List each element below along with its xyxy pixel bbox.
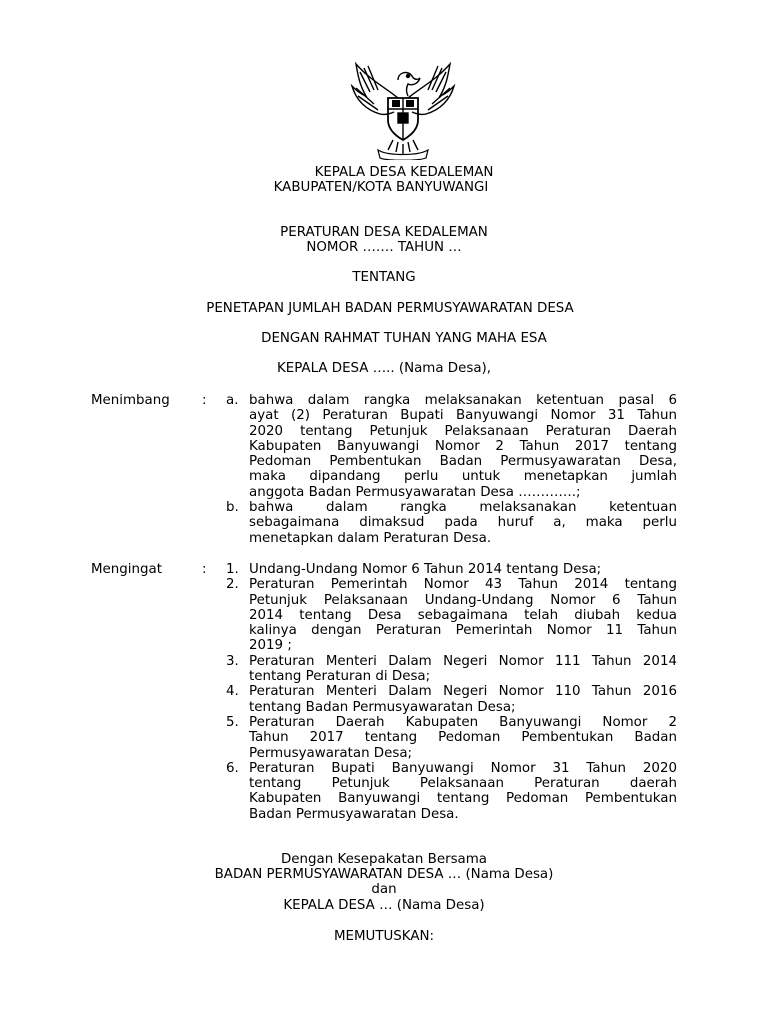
mengingat-item-text bbox=[249, 577, 677, 653]
mengingat-item-text bbox=[249, 684, 677, 715]
bpd-line: BADAN PERMUSYAWARATAN DESA … (Nama Desa) bbox=[214, 867, 554, 882]
mengingat-item-marker: 4. bbox=[226, 684, 239, 700]
menimbang-item-line: 2020 tentang Petunjuk Pelaksanaan Peraturan Daerah bbox=[249, 423, 677, 439]
mengingat-item-line: Petunjuk Pelaksanaan Undang-Undang Nomor 6 Tahun bbox=[249, 592, 677, 608]
mengingat-item-line: Peraturan Pemerintah Nomor 43 Tahun 2014 tentang bbox=[249, 577, 677, 593]
mengingat-item-line: Peraturan Daerah Kabupaten Banyuwangi Nomor 2 bbox=[249, 715, 677, 730]
mengingat-item-marker: 3. bbox=[226, 653, 239, 669]
mengingat-item-text bbox=[249, 761, 677, 822]
menimbang-item-line: Pedoman Pembentukan Badan Permusyawaratan Desa, bbox=[249, 454, 677, 470]
office-line-2: KABUPATEN/KOTA BANYUWANGI bbox=[273, 180, 489, 195]
mengingat-item-text bbox=[249, 654, 677, 685]
agreement-line: Dengan Kesepakatan Bersama bbox=[280, 852, 488, 867]
mengingat-item-line: 2019 ; bbox=[249, 638, 292, 654]
document-title: PERATURAN DESA KEDALEMAN bbox=[280, 225, 488, 240]
mengingat-item-line: kalinya dengan Peraturan Pemerintah Nomor 11 Tahun bbox=[249, 623, 677, 639]
menimbang-item-line: menetapkan dalam Peraturan Desa. bbox=[249, 530, 492, 546]
mengingat-item-text bbox=[249, 715, 677, 761]
mengingat-item-text bbox=[249, 562, 677, 577]
menimbang-item-line: maka dipandang perlu untuk menetapkan jumlah bbox=[249, 469, 677, 485]
mengingat-item-marker: 5. bbox=[226, 715, 239, 730]
mengingat-label: Mengingat bbox=[91, 562, 162, 577]
menimbang-item-marker: a. bbox=[226, 393, 239, 408]
mengingat-item-line: Kabupaten Banyuwangi tentang Pedoman Pembentukan bbox=[249, 791, 677, 807]
menimbang-item-line: bahwa dalam rangka melaksanakan ketentuan pasal 6 bbox=[249, 393, 677, 408]
issuer-line: KEPALA DESA ….. (Nama Desa), bbox=[276, 361, 492, 376]
menimbang-item-line: bahwa dalam rangka melaksanakan ketentuan bbox=[249, 500, 677, 516]
garuda-pancasila-emblem bbox=[348, 58, 458, 160]
mengingat-item-marker: 1. bbox=[226, 562, 239, 577]
mengingat-item-line: tentang Petunjuk Pelaksanaan Peraturan daerah bbox=[249, 776, 677, 792]
mengingat-item-line: Permusyawaratan Desa; bbox=[249, 745, 413, 761]
mengingat-item-line: Peraturan Menteri Dalam Negeri Nomor 111 Tahun 2014 bbox=[249, 653, 677, 669]
mengingat-item-line: Tahun 2017 tentang Pedoman Pembentukan Badan bbox=[249, 730, 677, 746]
menimbang-item-text bbox=[249, 393, 677, 500]
menimbang-colon: : bbox=[202, 393, 207, 408]
office-line-1: KEPALA DESA KEDALEMAN bbox=[314, 165, 494, 180]
menimbang-label: Menimbang bbox=[91, 393, 170, 408]
mengingat-item-marker: 2. bbox=[226, 577, 239, 593]
about-heading: TENTANG bbox=[352, 270, 416, 285]
menimbang-item-line: anggota Badan Permusyawaratan Desa ………….; bbox=[249, 484, 581, 500]
mengingat-item-line: Peraturan Menteri Dalam Negeri Nomor 110 Tahun 2016 bbox=[249, 684, 677, 700]
mengingat-item-line: tentang Badan Permusyawaratan Desa; bbox=[249, 699, 516, 715]
menimbang-item-line: Kabupaten Banyuwangi Nomor 2 Tahun 2017 tentang bbox=[249, 438, 677, 454]
mengingat-item-line: Peraturan Bupati Banyuwangi Nomor 31 Tahun 2020 bbox=[249, 760, 677, 776]
mengingat-colon: : bbox=[202, 562, 207, 577]
decide-heading: MEMUTUSKAN: bbox=[333, 929, 435, 944]
document-number: NOMOR ……. TAHUN … bbox=[306, 240, 462, 255]
mengingat-item-line: 2014 tentang Desa sebagaimana telah diubah kedua bbox=[249, 607, 677, 623]
menimbang-item-text bbox=[249, 500, 677, 546]
menimbang-item-line: sebagaimana dimaksud pada huruf a, maka perlu bbox=[249, 515, 677, 531]
mengingat-item-marker: 6. bbox=[226, 760, 239, 776]
head-line: KEPALA DESA … (Nama Desa) bbox=[283, 898, 485, 913]
mengingat-item-line: tentang Peraturan di Desa; bbox=[249, 669, 431, 685]
menimbang-item-marker: b. bbox=[226, 500, 239, 516]
invocation: DENGAN RAHMAT TUHAN YANG MAHA ESA bbox=[261, 331, 547, 346]
and-line: dan bbox=[371, 882, 397, 897]
mengingat-item-line: Undang-Undang Nomor 6 Tahun 2014 tentang Desa; bbox=[249, 562, 602, 577]
subject-heading: PENETAPAN JUMLAH BADAN PERMUSYAWARATAN DESA bbox=[206, 301, 574, 316]
menimbang-item-line: ayat (2) Peraturan Bupati Banyuwangi Nomor 31 Tahun bbox=[249, 408, 677, 424]
mengingat-item-line: Badan Permusyawaratan Desa. bbox=[249, 806, 459, 822]
